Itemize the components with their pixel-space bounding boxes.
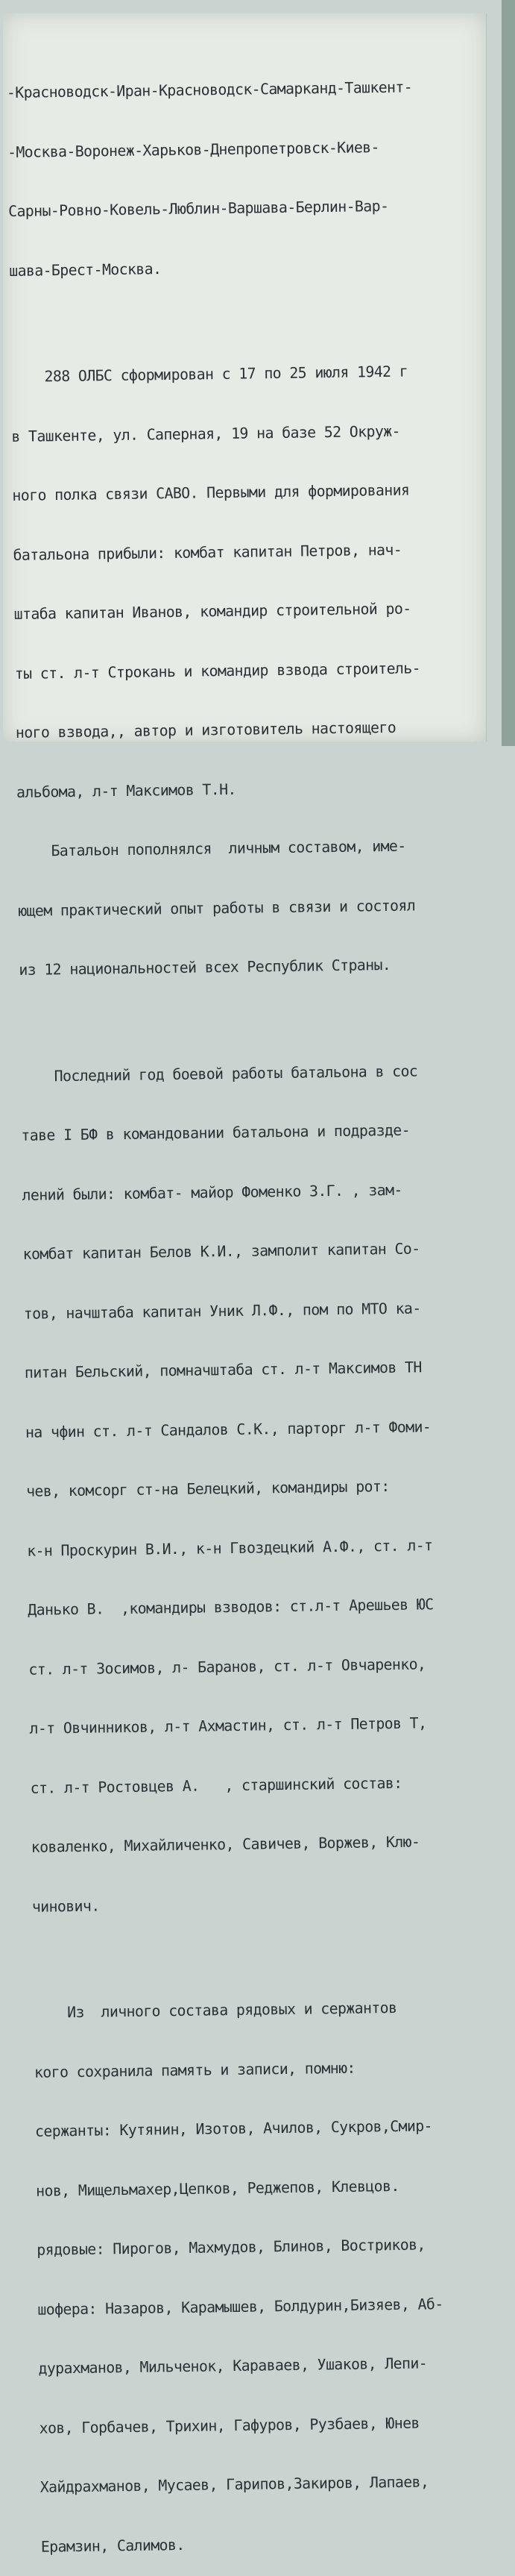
- text-line: шофера: Назаров, Карамышев, Болдурин,Бизяев, Аб-: [37, 2294, 443, 2319]
- text-line: лений были: комбат- майор Фоменко З.Г. , зам-: [22, 1180, 402, 1204]
- text-line: тов, начштаба капитан Уник Л.Ф., пом по МТО ка-: [23, 1298, 421, 1323]
- text-line: ного взвода,, автор и изготовитель настоящего: [15, 718, 396, 742]
- text-line: чинович.: [31, 1896, 100, 1916]
- text-line: Батальон пополнялся личным составом, име-: [16, 836, 406, 860]
- text-line: батальона прибыли: комбат капитан Петров, нач-: [13, 540, 402, 564]
- text-line: Последний год боевой работы батальона в сос: [20, 1061, 418, 1085]
- text-line: ющем практический опыт работы в связи и состоял: [18, 895, 416, 920]
- text-line: таве I БФ в командовании батальона и подразде-: [21, 1121, 411, 1144]
- text-line: к-н Проскурин В.И., к-н Гвоздецкий А.Ф., ст. л-т: [27, 1535, 433, 1560]
- text-line: Данько В. ,командиры взводов: ст.л-т Арешьев ЮС: [28, 1595, 434, 1619]
- text-line: альбома, л-т Максимов Т.Н.: [16, 780, 236, 801]
- text-line: хов, Горбачев, Трихин, Гафуров, Рузбаев, Юнев: [39, 2413, 420, 2437]
- text-line: штаба капитан Иванов, командир строительной ро-: [13, 599, 411, 623]
- text-line: 288 ОЛБС сформирован с 17 по 25 июля 1942 г: [10, 362, 408, 386]
- paragraph-gap: [33, 1949, 507, 1964]
- page-edge: [502, 0, 515, 746]
- text-line: дурахманов, Мильченок, Караваев, Ушаков, Лепи-: [38, 2354, 428, 2378]
- paragraph-gap: [10, 313, 484, 328]
- typewritten-text: [6, 37, 515, 2576]
- text-line: комбат капитан Белов К.И., замполит капитан Со-: [22, 1239, 420, 1263]
- text-line: рядовые: Пирогов, Махмудов, Блинов, Востриков,: [37, 2235, 426, 2259]
- text-line: питан Бельский, помначштаба ст. л-т Максимов ТН: [24, 1358, 422, 1382]
- text-line: нов, Мищельмахер,Цепков, Реджепов, Клевцов.: [36, 2176, 399, 2200]
- text-line: Из личного состава рядовых и сержантов: [33, 1998, 397, 2022]
- paragraph-gap: [19, 1012, 493, 1027]
- text-line: чев, комсорг ст-на Белецкий, командиры рот:: [25, 1477, 390, 1500]
- text-line: л-т Овчинников, л-т Ахмастин, ст. л-т Петров Т,: [29, 1714, 427, 1737]
- text-line: -Москва-Воронеж-Харьков-Днепропетровск-Киев-: [7, 137, 380, 161]
- text-line: шава-Брест-Москва.: [9, 259, 162, 280]
- text-line: из 12 национальностей всех Республик Страны.: [19, 955, 391, 979]
- text-line: ст. л-т Зосимов, л- Баранов, ст. л-т Овчаренко,: [28, 1654, 426, 1679]
- text-line: кого сохранила память и записи, помню:: [34, 2058, 356, 2081]
- text-line: Ерамзин, Салимов.: [40, 2535, 185, 2556]
- text-line: -Красноводск-Иран-Красноводск-Самарканд-Ташкент-: [6, 78, 413, 101]
- text-line: на чфин ст. л-т Сандалов С.К., парторг л-т Фоми-: [25, 1417, 432, 1441]
- text-line: ного полка связи САВО. Первыми для формирования: [12, 480, 410, 504]
- text-line: сержанты: Кутянин, Изотов, Ачилов, Сукров,Смир-: [34, 2116, 433, 2140]
- text-line: Сарны-Ровно-Ковель-Люблин-Варшава-Берлин-Вар-: [7, 196, 389, 220]
- text-line: ст. л-т Ростовцев А. , старшинский состав:: [30, 1773, 402, 1797]
- text-line: коваленко, Михайличенко, Савичев, Воржев, Клю-: [31, 1832, 420, 1856]
- text-line: в Ташкенте, ул. Саперная, 19 на базе 52 Окруж-: [11, 422, 401, 445]
- text-line: Хайдрахманов, Мусаев, Гарипов,Закиров, Лапаев,: [40, 2472, 429, 2496]
- text-line: ты ст. л-т Строкань и командир взвода строитель-: [14, 658, 421, 683]
